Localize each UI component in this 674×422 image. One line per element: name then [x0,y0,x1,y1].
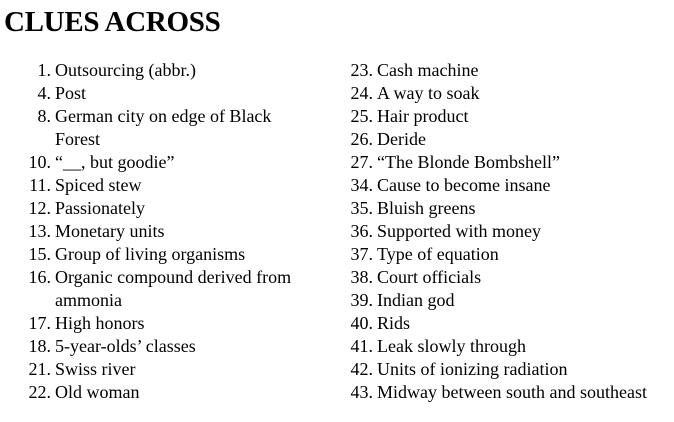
clue-item [336,59,674,82]
clue-item [14,105,314,151]
clue-text: Bluish greens [377,198,476,218]
clue-column-left [14,59,314,404]
clue-text: Supported with money [377,221,541,241]
clue-number: 8. [37,106,51,126]
clue-text: Outsourcing (abbr.) [55,60,196,80]
clue-text: Court officials [377,267,482,287]
clue-text: High honors [55,313,145,333]
clue-text: Group of living organisms [55,244,246,264]
clue-number: 21. [28,359,51,379]
clue-number: 34. [350,175,373,195]
clue-number: 22. [28,382,51,402]
clue-number: 18. [28,336,51,356]
clue-text: Midway between south and southeast [377,382,647,402]
clue-number: 39. [350,290,373,310]
clue-number: 26. [350,129,373,149]
clue-number: 42. [350,359,373,379]
clue-item [336,289,674,312]
section-title: CLUES ACROSS [4,6,221,38]
clue-item [336,105,674,128]
clue-text: Leak slowly through [377,336,526,356]
clue-text: “__, but goodie” [55,152,175,172]
clue-text: Monetary units [55,221,165,241]
clue-text: Deride [377,129,426,149]
clue-text: Spiced stew [55,175,142,195]
clue-item [336,312,674,335]
clue-text: Organic compound derived from ammonia [55,267,292,310]
clue-text: Old woman [55,382,140,402]
clue-item [14,220,314,243]
clue-item [14,59,314,82]
clue-text: A way to soak [377,83,480,103]
clue-text: 5-year-olds’ classes [55,336,196,356]
clue-text: Swiss river [55,359,136,379]
clue-item [14,312,314,335]
clue-text: “The Blonde Bombshell” [377,152,560,172]
clue-number: 1. [37,60,51,80]
clue-text: Hair product [377,106,469,126]
clue-item [14,243,314,266]
clue-item [14,197,314,220]
clue-number: 23. [350,60,373,80]
clue-number: 24. [350,83,373,103]
clue-text: Post [55,83,87,103]
clue-item [336,174,674,197]
clue-number: 36. [350,221,373,241]
clue-text: Type of equation [377,244,499,264]
clue-number: 35. [350,198,373,218]
clue-number: 40. [350,313,373,333]
clue-number: 4. [37,83,51,103]
clue-number: 41. [350,336,373,356]
clue-text: Indian god [377,290,455,310]
clue-item [14,381,314,404]
clue-number: 27. [350,152,373,172]
clue-number: 38. [350,267,373,287]
clue-item [336,128,674,151]
clue-item [14,358,314,381]
clue-item [336,197,674,220]
clue-item [336,151,674,174]
clue-number: 16. [28,267,51,287]
clue-text: Rids [377,313,411,333]
clue-number: 17. [28,313,51,333]
clue-item [14,151,314,174]
clue-text: German city on edge of Black Forest [55,106,272,149]
clue-number: 15. [28,244,51,264]
clue-item [14,335,314,358]
clue-item [14,266,314,312]
clue-item [336,243,674,266]
clue-number: 13. [28,221,51,241]
clue-item [336,266,674,289]
clue-number: 37. [350,244,373,264]
clue-item [14,174,314,197]
clue-number: 25. [350,106,373,126]
clue-item [336,381,674,404]
clue-item [14,82,314,105]
clue-text: Cause to become insane [377,175,551,195]
clue-text: Passionately [55,198,145,218]
clue-number: 11. [29,175,51,195]
clue-number: 43. [350,382,373,402]
clue-item [336,358,674,381]
clue-item [336,335,674,358]
clue-item [336,220,674,243]
clue-text: Units of ionizing radiation [377,359,568,379]
clue-column-right [336,59,674,404]
clue-text: Cash machine [377,60,479,80]
clue-number: 10. [28,152,51,172]
clue-item [336,82,674,105]
clue-number: 12. [28,198,51,218]
